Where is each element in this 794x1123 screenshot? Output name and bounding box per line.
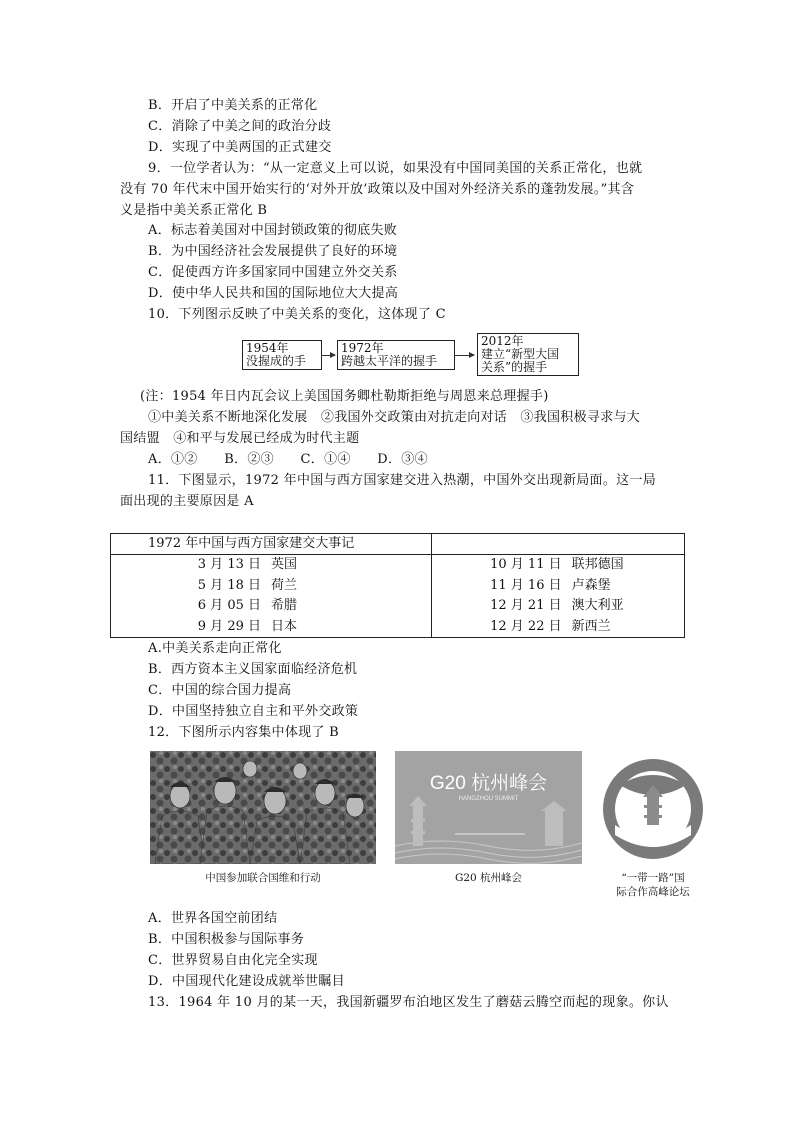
event-country: 卢森堡	[571, 577, 611, 593]
flow-year: 1954年	[246, 341, 289, 355]
q9-stem-line-1: 9．一位学者认为：“从一定意义上可以说，如果没有中国同美国的关系正常化，也就	[148, 161, 643, 176]
g20-backdrop-illustration	[395, 751, 582, 864]
caption-brf-line-2: 际合作高峰论坛	[616, 886, 690, 898]
table-row	[432, 617, 684, 638]
table-left-column	[111, 555, 432, 638]
flow-year: 2012年	[481, 334, 524, 348]
brf-text: BRF	[637, 824, 669, 841]
q12-stem: 12．下图所示内容集中体现了 B	[148, 725, 340, 740]
flow-box-1954	[242, 340, 322, 370]
q9-option-a: A．标志着美国对中国封锁政策的彻底失败	[148, 223, 398, 238]
flow-text: 跨越太平洋的握手	[341, 354, 438, 368]
caption-brf-line-1: “一带一路”国	[621, 872, 685, 884]
flow-text: 没握成的手	[246, 354, 307, 368]
q12-option-d: D．中国现代化建设成就举世瞩目	[148, 974, 345, 989]
event-country: 日本	[271, 618, 298, 634]
event-date: 3 月 13 日	[197, 557, 261, 572]
table-row	[432, 555, 684, 576]
event-country: 澳大利亚	[571, 598, 624, 613]
soldiers-illustration	[150, 751, 376, 864]
table-row	[111, 617, 431, 638]
table-title-empty-cell	[431, 534, 684, 555]
q11-option-c: C．中国的综合国力提高	[148, 683, 292, 698]
q10-stem: 10．下列图示反映了中美关系的变化，这体现了 C	[148, 307, 446, 322]
event-date: 12 月 22 日	[490, 618, 562, 634]
g20-subtitle: HANGZHOU SUMMIT	[458, 796, 519, 802]
event-country: 英国	[271, 557, 298, 572]
q10-statements-line-2: 国结盟 ④和平与发展已经成为时代主题	[120, 431, 360, 446]
flow-box-1972	[337, 340, 455, 370]
q8-option-c: C．消除了中美之间的政治分歧	[148, 119, 332, 134]
table-row	[111, 555, 431, 576]
belt-road-logo-icon	[600, 755, 706, 867]
event-date: 5 月 18 日	[197, 577, 261, 593]
flow-year: 1972年	[341, 341, 384, 355]
table-right-column	[431, 555, 684, 638]
table-row	[111, 576, 431, 597]
q8-option-d: D．实现了中美两国的正式建交	[148, 140, 332, 155]
q9-stem-line-3: 义是指中美关系正常化 B	[120, 203, 268, 218]
caption-peacekeeping: 中国参加联合国维和行动	[205, 872, 321, 884]
flow-arrow-2	[454, 355, 474, 356]
q12-option-c: C．世界贸易自由化完全实现	[148, 953, 318, 968]
table-title: 1972 年中国与西方国家建交大事记	[111, 534, 432, 555]
diplomacy-events-table	[110, 533, 685, 638]
flow-text: 建立“新型大国	[481, 347, 560, 361]
table-row	[432, 576, 684, 597]
q9-stem-line-2: 没有 70 年代末中国开始实行的‘对外开放’政策以及中国对外经济关系的蓬勃发展。”其含	[120, 182, 635, 197]
q11-option-a: A.中美关系走向正常化	[148, 641, 282, 656]
q9-option-c: C．促使西方许多国家同中国建立外交关系	[148, 265, 398, 280]
q11-option-b: B．西方资本主义国家面临经济危机	[148, 662, 358, 677]
q13-stem: 13．1964 年 10 月的某一天，我国新疆罗布泊地区发生了蘑菇云腾空而起的现象。你认	[148, 995, 669, 1010]
event-date: 6 月 05 日	[197, 598, 261, 613]
event-date: 9 月 29 日	[197, 618, 261, 634]
event-country: 希腊	[271, 598, 298, 613]
flow-arrow-1	[321, 355, 335, 356]
q10-statements-line-1: ①中美关系不断地深化发展 ②我国外交政策由对抗走向对话 ③我国积极寻求与大	[148, 410, 641, 425]
q11-stem-line-2: 面出现的主要原因是 A	[120, 494, 254, 509]
table-row	[432, 596, 684, 617]
event-country: 新西兰	[571, 618, 611, 634]
g20-title: G20 杭州峰会	[429, 773, 548, 794]
event-date: 11 月 16 日	[490, 577, 562, 593]
event-country: 荷兰	[271, 577, 298, 593]
flow-text: 关系”的握手	[481, 360, 548, 374]
event-date: 10 月 11 日	[490, 557, 562, 572]
flow-box-2012	[477, 333, 579, 376]
g20-summit-photo	[395, 751, 582, 864]
table-row	[111, 596, 431, 617]
q9-option-b: B．为中国经济社会发展提供了良好的环境	[148, 244, 398, 259]
q12-option-b: B．中国积极参与国际事务	[148, 932, 305, 947]
q10-note: (注：1954 年日内瓦会议上美国国务卿杜勒斯拒绝与周恩来总理握手)	[140, 389, 549, 404]
brf-logo	[600, 755, 706, 867]
event-date: 12 月 21 日	[490, 598, 562, 613]
q8-option-b: B．开启了中美关系的正常化	[148, 98, 318, 113]
caption-g20: G20 杭州峰会	[454, 872, 523, 884]
event-country: 联邦德国	[571, 557, 624, 572]
peacekeeping-photo	[150, 751, 376, 864]
q11-stem-line-1: 11．下图显示，1972 年中国与西方国家建交进入热潮，中国外交出现新局面。这一局	[148, 473, 657, 488]
q11-option-d: D．中国坚持独立自主和平外交政策	[148, 704, 359, 719]
q10-options: A．①② B．②③ C．①④ D．③④	[148, 452, 428, 467]
q9-option-d: D．使中华人民共和国的国际地位大大提高	[148, 286, 399, 301]
q12-option-a: A．世界各国空前团结	[148, 911, 278, 926]
